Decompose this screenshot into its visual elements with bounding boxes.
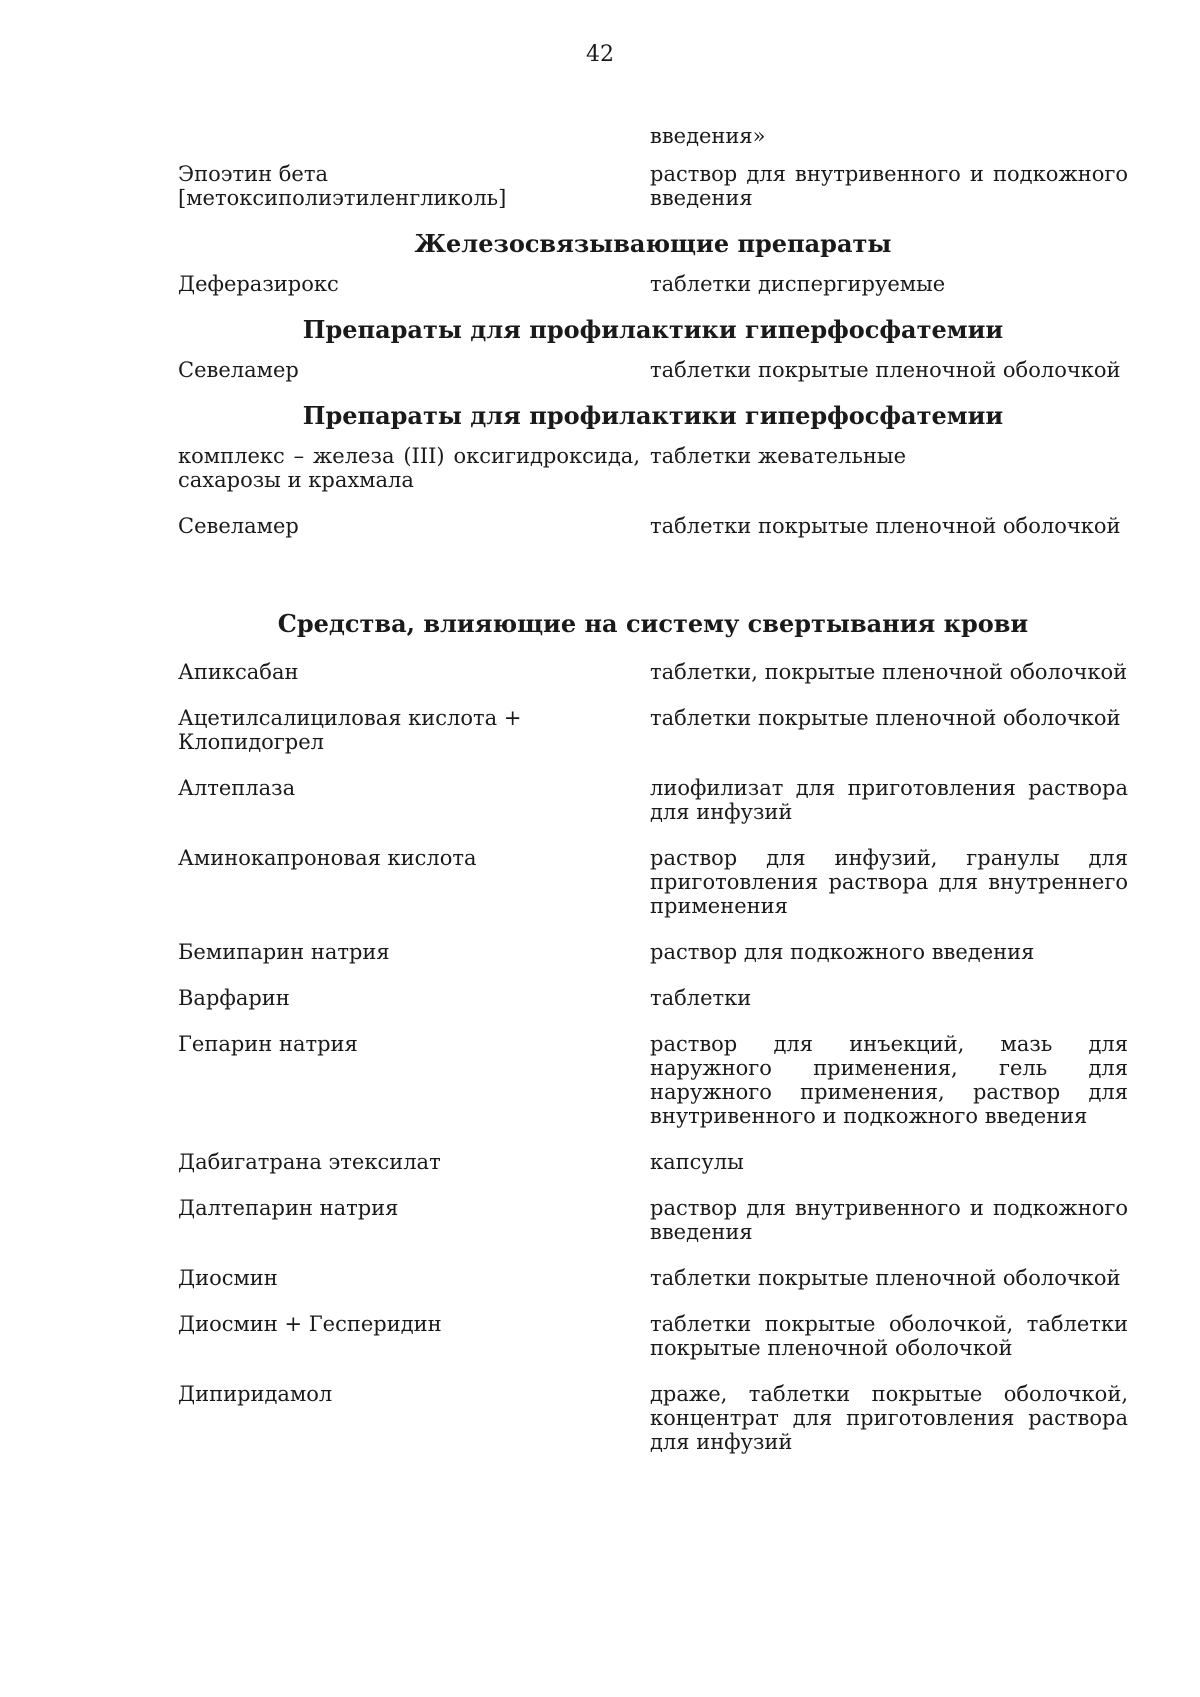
- dosage-form: лиофилизат для приготовления раствора для инфузий: [650, 776, 1128, 824]
- dosage-form: драже, таблетки покрытые оболочкой, концентрат для приготовления раствора для инфузий: [650, 1382, 1128, 1454]
- drug-name: Эпоэтин бета [метоксиполиэтиленгликоль]: [178, 162, 507, 210]
- section-heading: Средства, влияющие на систему свертывания крови: [277, 609, 1029, 638]
- dosage-form: таблетки покрытые оболочкой, таблетки покрытые пленочной оболочкой: [650, 1312, 1128, 1360]
- dosage-form: таблетки покрытые пленочной оболочкой: [650, 1266, 1121, 1290]
- list-row: [178, 1382, 1128, 1454]
- list-row: [178, 986, 1128, 1010]
- list-row: [178, 124, 1128, 148]
- list-row: [178, 514, 1128, 538]
- drug-name: Бемипарин натрия: [178, 940, 390, 964]
- list-row: [178, 162, 1128, 210]
- list-row: [178, 940, 1128, 964]
- dosage-form: таблетки покрытые пленочной оболочкой: [650, 706, 1121, 730]
- drug-name: Севеламер: [178, 358, 299, 382]
- list-row: [178, 706, 1128, 754]
- list-row: [178, 1150, 1128, 1174]
- section-heading: Препараты для профилактики гиперфосфатемии: [302, 315, 1004, 344]
- list-row: [178, 1196, 1128, 1244]
- section-heading: Препараты для профилактики гиперфосфатемии: [302, 401, 1004, 430]
- dosage-form: таблетки диспергируемые: [650, 272, 946, 296]
- dosage-form: таблетки покрытые пленочной оболочкой: [650, 514, 1121, 538]
- list-row: [178, 776, 1128, 824]
- drug-name: Диосмин: [178, 1266, 278, 1290]
- list-row: [178, 660, 1128, 684]
- list-row: [178, 846, 1128, 918]
- dosage-form: введения»: [650, 124, 766, 148]
- dosage-form: раствор для внутривенного и подкожного введения: [650, 162, 1128, 210]
- dosage-form: раствор для инъекций, мазь для наружного применения, гель для наружного применения, раствор для внутривенного и подкожного введения: [650, 1032, 1128, 1128]
- dosage-form: таблетки жевательные: [650, 444, 907, 468]
- list-row: [178, 1312, 1128, 1360]
- drug-name: комплекс – железа (III) оксигидроксида, сахарозы и крахмала: [178, 444, 640, 492]
- section-heading: Железосвязывающие препараты: [414, 229, 892, 258]
- list-row: [178, 1032, 1128, 1128]
- dosage-form: раствор для внутривенного и подкожного введения: [650, 1196, 1128, 1244]
- dosage-form: капсулы: [650, 1150, 744, 1174]
- drug-name: Алтеплаза: [178, 776, 296, 800]
- drug-name: Дипиридамол: [178, 1382, 333, 1406]
- drug-name: Далтепарин натрия: [178, 1196, 399, 1220]
- page-number: 42: [586, 42, 614, 67]
- drug-name: Диосмин + Гесперидин: [178, 1312, 442, 1336]
- drug-name: Дабигатрана этексилат: [178, 1150, 441, 1174]
- drug-name: Деферазирокс: [178, 272, 339, 296]
- list-row: [178, 358, 1128, 382]
- list-row: [178, 272, 1128, 296]
- dosage-form: таблетки покрытые пленочной оболочкой: [650, 358, 1121, 382]
- dosage-form: таблетки, покрытые пленочной оболочкой: [650, 660, 1128, 684]
- drug-list: [178, 124, 1128, 1454]
- drug-name: Апиксабан: [178, 660, 299, 684]
- dosage-form: раствор для инфузий, гранулы для приготовления раствора для внутреннего применения: [650, 846, 1128, 918]
- drug-name: Ацетилсалициловая кислота + Клопидогрел: [178, 706, 522, 754]
- drug-name: Севеламер: [178, 514, 299, 538]
- drug-name: Гепарин натрия: [178, 1032, 358, 1056]
- dosage-form: раствор для подкожного введения: [650, 940, 1035, 964]
- drug-name: Варфарин: [178, 986, 290, 1010]
- drug-name: Аминокапроновая кислота: [178, 846, 477, 870]
- list-row: [178, 1266, 1128, 1290]
- dosage-form: таблетки: [650, 986, 752, 1010]
- list-row: [178, 444, 1128, 492]
